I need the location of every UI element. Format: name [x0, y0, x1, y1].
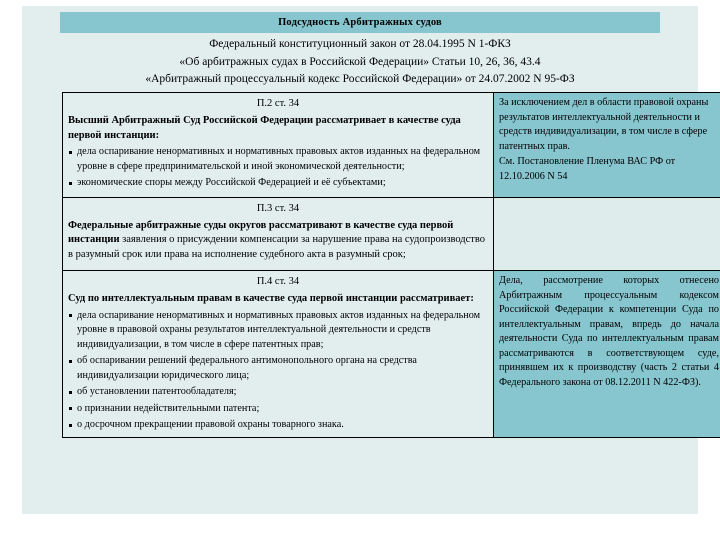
list-item: экономические споры между Российской Федерацией и её субъектами;: [68, 176, 488, 191]
row-p4-article-heading: П.4 ст. 34: [256, 276, 300, 287]
row-p4-right-cell: [494, 271, 720, 438]
row-p2-note-2: См. Постановление Пленума ВАС РФ от 12.10.2006 N 54: [499, 156, 676, 182]
row-p3-lead: [68, 219, 488, 263]
list-item: об установлении патентообладателя;: [68, 385, 488, 400]
subtitle-line-2: «Об арбитражных судах в Российской Федерации» Статьи 10, 26, 36, 43.4: [179, 55, 541, 68]
row-p3-left-cell: [63, 197, 494, 271]
list-item: об оспаривании решений федерального антимонопольного органа на средства индивидуализации юридического лица;: [68, 354, 488, 383]
list-item: о досрочном прекращении правовой охраны товарного знака.: [68, 418, 488, 433]
row-p2-right-cell: [494, 93, 720, 198]
row-p3-spacer: [68, 264, 488, 266]
subtitle-block: [42, 36, 678, 89]
subtitle-line-1: Федеральный конституционный закон от 28.04.1995 N 1-ФКЗ: [209, 38, 511, 50]
row-p2-left-cell: [63, 93, 494, 198]
row-p3-lead-tail: заявления о присуждении компенсации за нарушение права на судопроизводство в разумный срок или права на исполнение судебного акта в разумный срок;: [68, 234, 486, 260]
jurisdiction-table: [62, 92, 720, 438]
row-p4-note-1: Дела, рассмотрение которых отнесено Арбитражным процессуальным кодексом Российской Федерации к компетенции Суда по интеллектуальным правам, впредь до начала деятельности Суда по интеллектуальным правам рассматриваются в соответствующем суде, принявшем их к производству (часть 2 статьи 4 Федерального закона от 08.12.2011 N 422-ФЗ).: [499, 275, 719, 388]
list-item: о признании недействительными патента;: [68, 402, 488, 417]
list-item: дела оспаривание ненормативных и нормативных правовых актов изданных на федеральном уровне в правовой охраны результатов интеллектуальной деятельности и средств индивидуализации, в том числе в сфере патентных прав;: [68, 309, 488, 353]
row-p3-right-cell: [494, 197, 720, 271]
slide-canvas: [22, 6, 719, 514]
slide-title-band: [60, 12, 660, 33]
table-row: [63, 93, 720, 198]
row-p4-left-cell: [63, 271, 494, 438]
row-p2-article-heading: П.2 ст. 34: [256, 98, 300, 109]
row-p4-lead: Суд по интеллектуальным правам в качестве суда первой инстанции рассматривает:: [68, 293, 474, 304]
row-p3-article-heading: П.3 ст. 34: [256, 202, 300, 214]
row-p2-bullet-list: [68, 145, 488, 191]
row-p2-note-1: За исключением дел в области правовой охраны результатов интеллектуальной деятельности и средств индивидуализации, в том числе в сфере патентных прав.: [499, 97, 709, 152]
table-row: [63, 271, 720, 438]
row-p2-lead: Высший Арбитражный Суд Российской Федерации рассматривает в качестве суда первой инстанции:: [68, 115, 461, 141]
row-p4-bullet-list: [68, 309, 488, 433]
subtitle-line-3: «Арбитражный процессуальный кодекс Российской Федерации» от 24.07.2002 N 95-ФЗ: [145, 73, 575, 85]
row-p3-lead-bold: Федеральные арбитражные суды округов рассматривают в качестве суда первой инстанции: [68, 219, 454, 245]
table-row: [63, 197, 720, 271]
page-title: Подсудность Арбитражных судов: [278, 17, 442, 28]
list-item: дела оспаривание ненормативных и нормативных правовых актов изданных на федеральном уровне в сфере предпринимательской и иной экономической деятельности;: [68, 145, 488, 174]
